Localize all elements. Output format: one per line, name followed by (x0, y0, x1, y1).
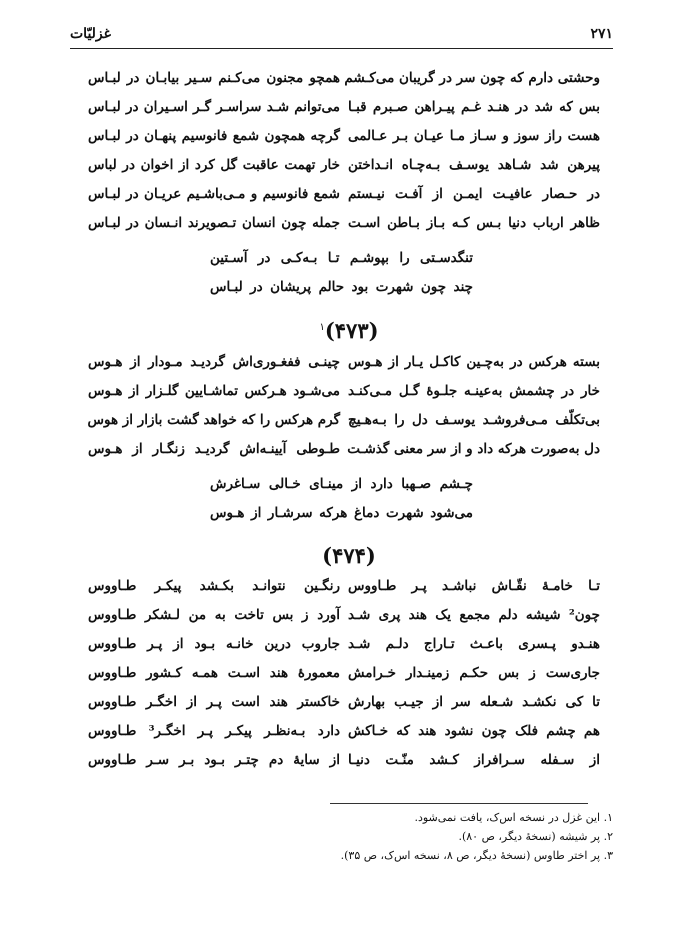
ghazal-number: (۴۷۳) (324, 318, 379, 343)
closing-couplet-473 (210, 476, 473, 534)
hemistich-first: بی‌تکلّف مـی‌فروشـد یوسـف دل را بـه‌هـیچ (348, 412, 600, 428)
hemistich-second: آورد ز بس تاخت به من لـشکر طـاووس (88, 607, 340, 623)
verse-row (88, 354, 600, 383)
couplet-line: چند چون شهرت بود حالم پریشان در لبـاس (210, 279, 473, 295)
header-rule (70, 48, 613, 49)
hemistich-first: تـا خامـهٔ نقّـاش نباشـد پـر طـاووس (348, 578, 600, 594)
verse-row (88, 578, 600, 607)
section-title: غزلیّات (70, 26, 111, 42)
hemistich-first: چون² شیشه دلم مجمع یک هند پری شـد (348, 607, 600, 623)
verse-row (88, 215, 600, 244)
hemistich-first: جاری‌ست ز بس حکـم زمینـدار خـرامش (348, 665, 600, 681)
verse-row (88, 70, 600, 99)
ghazal-heading-474 (0, 543, 698, 568)
hemistich-second: همچو مجنون می‌کـنم سـیر بیابـان در لبـاس (88, 70, 340, 86)
hemistich-second: جمله چون انسان تـصویرند انـسان در لبـاس (88, 215, 340, 231)
ghazal-heading-473 (0, 318, 698, 343)
verse-row (88, 694, 600, 723)
hemistich-first: وحشتی دارم که چون سر در گریبان می‌کـشم (344, 70, 600, 86)
footnote: ۳. پر اختر طاوس (نسخهٔ دیگر، ص ۸، نسخه اس‌ک، ص ۳۵). (340, 849, 613, 862)
couplet-line: تنگدسـتی را بپوشـم تـا بـه‌کـی در آسـتین (210, 250, 473, 266)
hemistich-second: رنگـین نتوانـد بکـشد پیکـر طـاووس (88, 578, 340, 594)
closing-couplet-top (210, 250, 473, 308)
hemistich-first: بسته هرکس در به‌چـین کاکـل یـار از هـوس (348, 354, 600, 370)
hemistich-first: هست راز سوز و سـاز مـا عیـان بـر عـالمی (348, 128, 600, 144)
hemistich-first: هنـدو پـسری باعـث تـاراج دلـم شـد (348, 636, 600, 652)
couplet-line: چـشم صـهبا دارد از مینـای خـالی سـاغرش (210, 476, 473, 492)
footnote: ۱. این غزل در نسخه اس‌ک، یافت نمی‌شود. (414, 811, 613, 824)
hemistich-second: می‌شـود هـرکس تماشـایین گلـزار از هـوس (88, 383, 340, 399)
hemistich-second: دارد بـه‌نظـر پیکـر پـر اخگـر³ طـاووس (88, 723, 340, 739)
verse-row (88, 636, 600, 665)
verse-row (88, 412, 600, 441)
footnote: ۲. پر شیشه (نسخهٔ دیگر، ص ۸۰). (458, 830, 613, 843)
hemistich-second: گرم هرکس را که خواهد گشت بازار از هوس (87, 412, 340, 428)
hemistich-second: شمع فانوسیم و مـی‌باشـیم عریـان در لبـاس (88, 186, 340, 202)
verse-row (88, 157, 600, 186)
footnote-marker: ۱ (319, 322, 325, 333)
hemistich-second: می‌توانم شـد سراسـر گـر اسـیران در لبـاس (88, 99, 340, 115)
verse-row (88, 383, 600, 412)
hemistich-second: طـوطی آیینـه‌اش گردیـد زنگـار از هـوس (88, 441, 340, 457)
verse-row (88, 723, 600, 752)
hemistich-first: پیرهن شد شـاهد یوسـف بـه‌چـاه انـداختن (348, 157, 600, 173)
hemistich-first: بس که شد در هنـد غـم پیـراهن صـبرم قبـا (348, 99, 600, 115)
hemistich-second: معمورهٔ هند اسـت همـه کـشور طـاووس (88, 665, 340, 681)
page-number: ۲۷۱ (590, 26, 613, 42)
verse-row (88, 665, 600, 694)
verse-block-474 (88, 578, 600, 781)
footnotes (193, 811, 613, 868)
hemistich-first: دل به‌صورت هرکه داد و از سر معنی گذشـت (347, 441, 600, 457)
verse-row (88, 441, 600, 470)
running-head (70, 22, 613, 46)
verse-block-top (88, 70, 600, 244)
hemistich-first: هم چشم فلک چون نشود هند که خـاکش (348, 723, 600, 739)
verse-block-473 (88, 354, 600, 470)
hemistich-second: چینـی ففغـوری‌اش گردیـد مـودار از هـوس (88, 354, 340, 370)
hemistich-first: ظاهر ارباب دنیا بـس کـه بـاز بـاطن اسـت (348, 215, 600, 231)
hemistich-second: خار تهمت عاقبت گل کرد از اخوان در لباس (88, 157, 340, 173)
hemistich-first: خار در چشمش به‌عینـه جلـوهٔ گـل مـی‌کنـد (348, 383, 600, 399)
verse-row (88, 752, 600, 781)
hemistich-first: در حـصار عافیـت ایمـن از آفـت نیـستم (348, 186, 600, 202)
verse-row (88, 607, 600, 636)
hemistich-first: تا کی نکشـد شـعله سر از جیـب بهارش (348, 694, 600, 710)
footnote-rule (330, 803, 588, 804)
hemistich-second: از سایهٔ دم چتـر بـود بـر سـر طـاووس (88, 752, 340, 768)
couplet-line: می‌شود شهرت دماغ هرکه سرشـار از هـوس (210, 505, 473, 521)
hemistich-second: جاروب درین خانـه بـود از پـر طـاووس (88, 636, 340, 652)
verse-row (88, 99, 600, 128)
verse-row (88, 186, 600, 215)
hemistich-second: خاکستر هند است پـر از اخگـر طـاووس (88, 694, 340, 710)
verse-row (88, 128, 600, 157)
hemistich-second: گرچه همچون شمع فانوسیم پنهـان در لبـاس (88, 128, 340, 144)
hemistich-first: از سـفله سـرافراز کـشد منّـت دنیـا (348, 752, 600, 768)
ghazal-number: (۴۷۴) (322, 543, 376, 568)
